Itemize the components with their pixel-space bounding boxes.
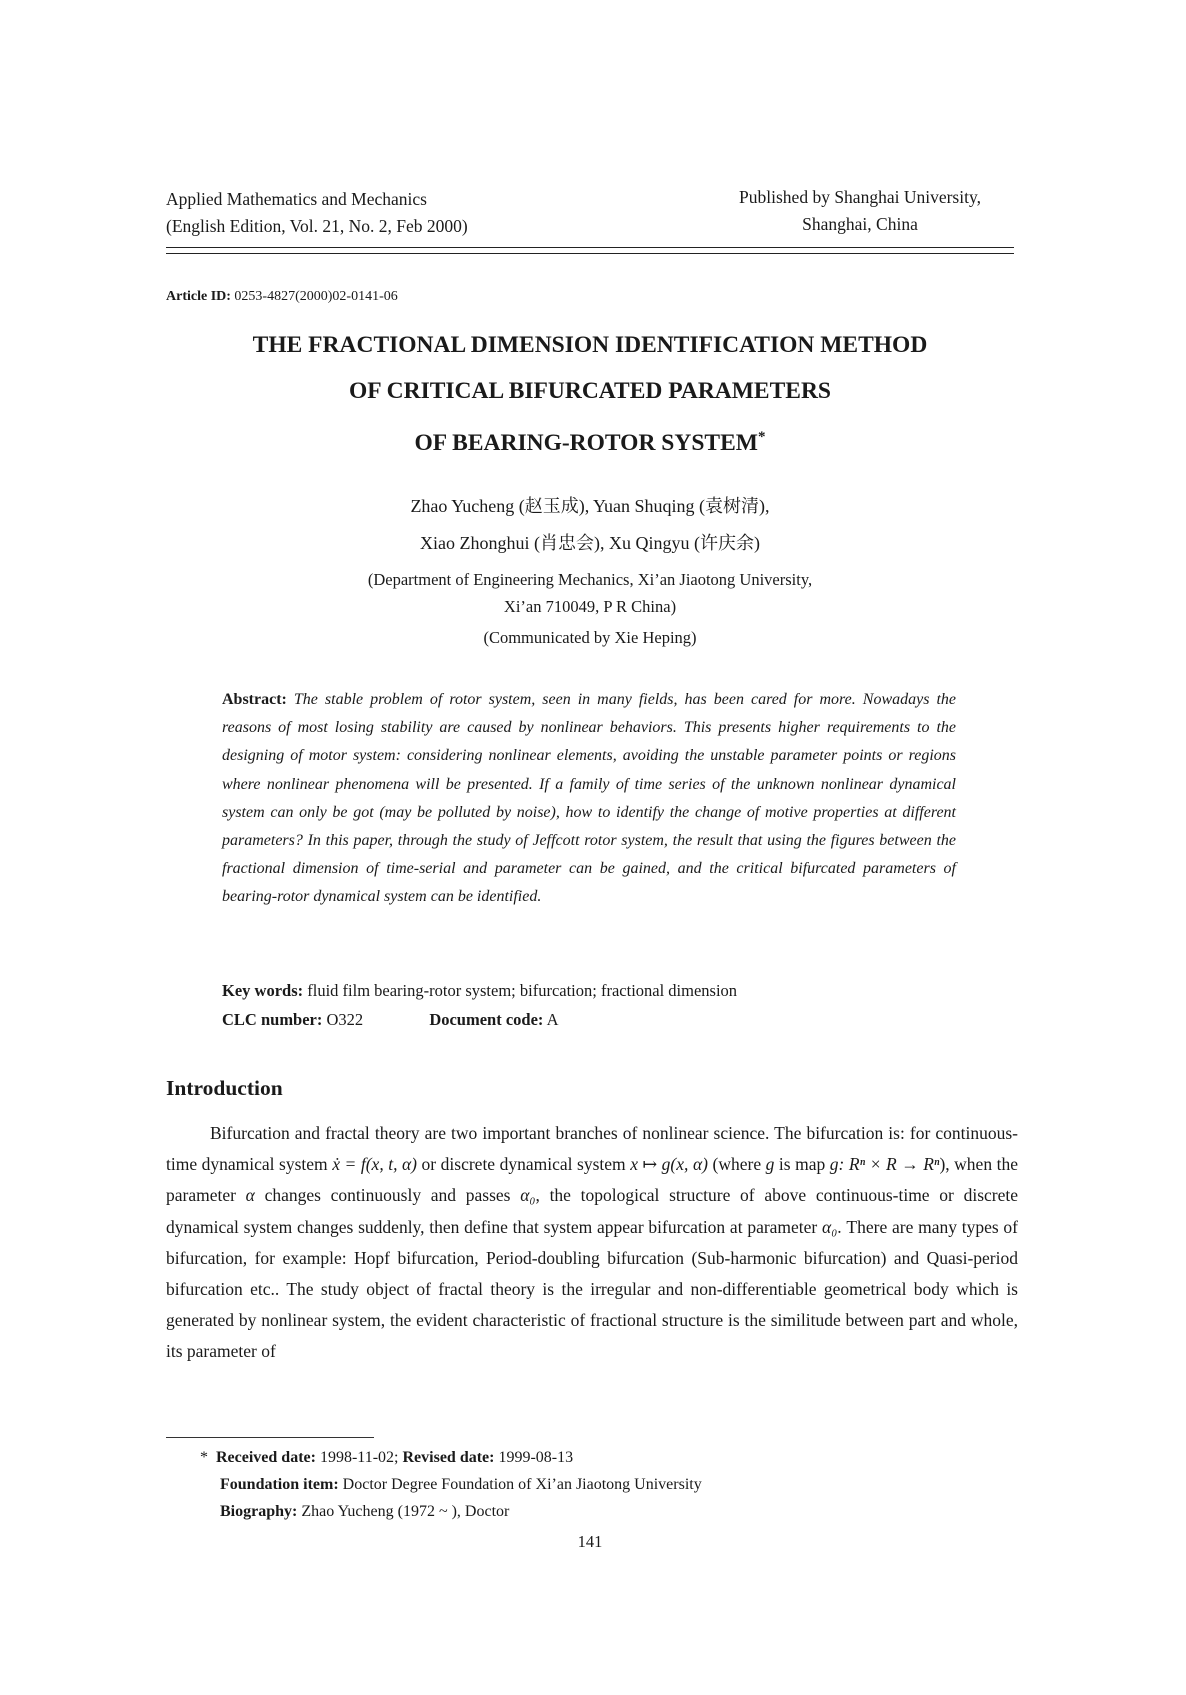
equation-discrete-map: x ↦ g(x, α) bbox=[630, 1154, 708, 1175]
journal-name: Applied Mathematics and Mechanics bbox=[166, 189, 427, 209]
journal-header bbox=[166, 186, 468, 240]
communicated-by: (Communicated by Xie Heping) bbox=[483, 628, 697, 647]
keywords-value: fluid film bearing-rotor system; bifurcation; fractional dimension bbox=[307, 981, 738, 1000]
footnote bbox=[200, 1444, 702, 1525]
header-rule-bottom bbox=[166, 253, 1014, 254]
affiliation-line-1: (Department of Engineering Mechanics, Xi’an Jiaotong University, bbox=[367, 570, 813, 589]
author-list bbox=[166, 488, 1014, 562]
revised-date-value: 1999-08-13 bbox=[498, 1449, 574, 1466]
title-line-3: OF BEARING-ROTOR SYSTEM bbox=[414, 429, 758, 456]
affiliation bbox=[166, 566, 1014, 620]
biography-value: Zhao Yucheng (1972 ~ ), Doctor bbox=[301, 1503, 510, 1520]
page-number: 141 bbox=[577, 1532, 603, 1551]
document-code-label: Document code: bbox=[429, 1010, 544, 1029]
document-code-value: A bbox=[546, 1010, 559, 1029]
footnote-mark: * bbox=[200, 1449, 208, 1466]
article-id bbox=[166, 289, 398, 305]
received-date-value: 1998-11-02; bbox=[319, 1449, 399, 1466]
title-line-1: THE FRACTIONAL DIMENSION IDENTIFICATION METHOD bbox=[252, 332, 928, 358]
introduction-heading: Introduction bbox=[166, 1076, 283, 1100]
foundation-item-label: Foundation item: bbox=[220, 1476, 339, 1493]
journal-issue: (English Edition, Vol. 21, No. 2, Feb 2000) bbox=[166, 216, 468, 236]
article-id-value: 0253-4827(2000)02-0141-06 bbox=[234, 289, 398, 304]
publisher-name: Published by Shanghai University, bbox=[739, 187, 981, 207]
authors-line-2: Xiao Zhonghui (肖忠会), Xu Qingyu (许庆余) bbox=[420, 533, 760, 553]
header-rule-top bbox=[166, 247, 1014, 248]
received-date-label: Received date: bbox=[216, 1449, 316, 1466]
authors-line-1: Zhao Yucheng (赵玉成), Yuan Shuqing (袁树清), bbox=[410, 496, 770, 516]
keywords-label: Key words: bbox=[222, 981, 304, 1000]
article-id-label: Article ID: bbox=[166, 289, 231, 304]
publisher-location: Shanghai, China bbox=[802, 214, 918, 234]
biography-label: Biography: bbox=[220, 1503, 298, 1520]
equation-continuous-system: ẋ = f(x, t, α) bbox=[332, 1154, 418, 1175]
abstract bbox=[222, 686, 956, 912]
title-line-2: OF CRITICAL BIFURCATED PARAMETERS bbox=[348, 378, 831, 404]
title-footnote-mark: * bbox=[757, 429, 766, 445]
keywords-block bbox=[222, 976, 737, 1034]
revised-date-label: Revised date: bbox=[402, 1449, 495, 1466]
footnote-rule bbox=[166, 1437, 374, 1438]
equation-map-domain: g: Rⁿ × R → Rⁿ bbox=[829, 1154, 940, 1175]
introduction-paragraph: Bifurcation and fractal theory are two important branches of nonlinear science. The bifurcation is: for continuous-time dynamical system ẋ = f(x, t, α) or discrete dynamical system x ↦ g(x, α) (where g is map g: Rⁿ × R → Rⁿ), when the parameter α changes continuously and passes α₀, the topological structure of above continuous-time or discrete dynamical system changes suddenly, then define that system appear bifurcation at parameter α₀. There are many types of bifurcation, for example: Hopf bifurcation, Period-doubling bifurcation (Sub-harmonic bifurcation) and Quasi-period bifurcation etc.. The study object of fractal theory is the irregular and non-differentiable geometrical body which is generated by nonlinear system, the evident characteristic of fractional structure is the similitude between part and whole, its parameter of bbox=[166, 1123, 1018, 1362]
clc-value: O322 bbox=[326, 1010, 364, 1029]
affiliation-line-2: Xi’an 710049, P R China) bbox=[503, 597, 677, 616]
abstract-text: The stable problem of rotor system, seen in many fields, has been cared for more. Nowadays the reasons of most losing stability are caused by nonlinear behaviors. This presents higher requirements to the designing of motor system: considering nonlinear elements, avoiding the unstable parameter points or regions where nonlinear phenomena will be presented. If a family of time series of the unknown nonlinear dynamical system can only be got (may be polluted by noise), how to identify the change of motive properties at different parameters? In this paper, through the study of Jeffcott rotor system, the result that using the figures between the fractional dimension of time-serial and parameter can be gained, and the critical bifurcated parameters of bearing-rotor dynamical system can be identified. bbox=[222, 691, 957, 906]
clc-label: CLC number: bbox=[222, 1010, 323, 1029]
publisher-header bbox=[700, 184, 1020, 238]
abstract-label: Abstract: bbox=[222, 691, 287, 708]
paper-title bbox=[166, 322, 1014, 466]
foundation-item-value: Doctor Degree Foundation of Xi’an Jiaotong University bbox=[342, 1476, 702, 1493]
